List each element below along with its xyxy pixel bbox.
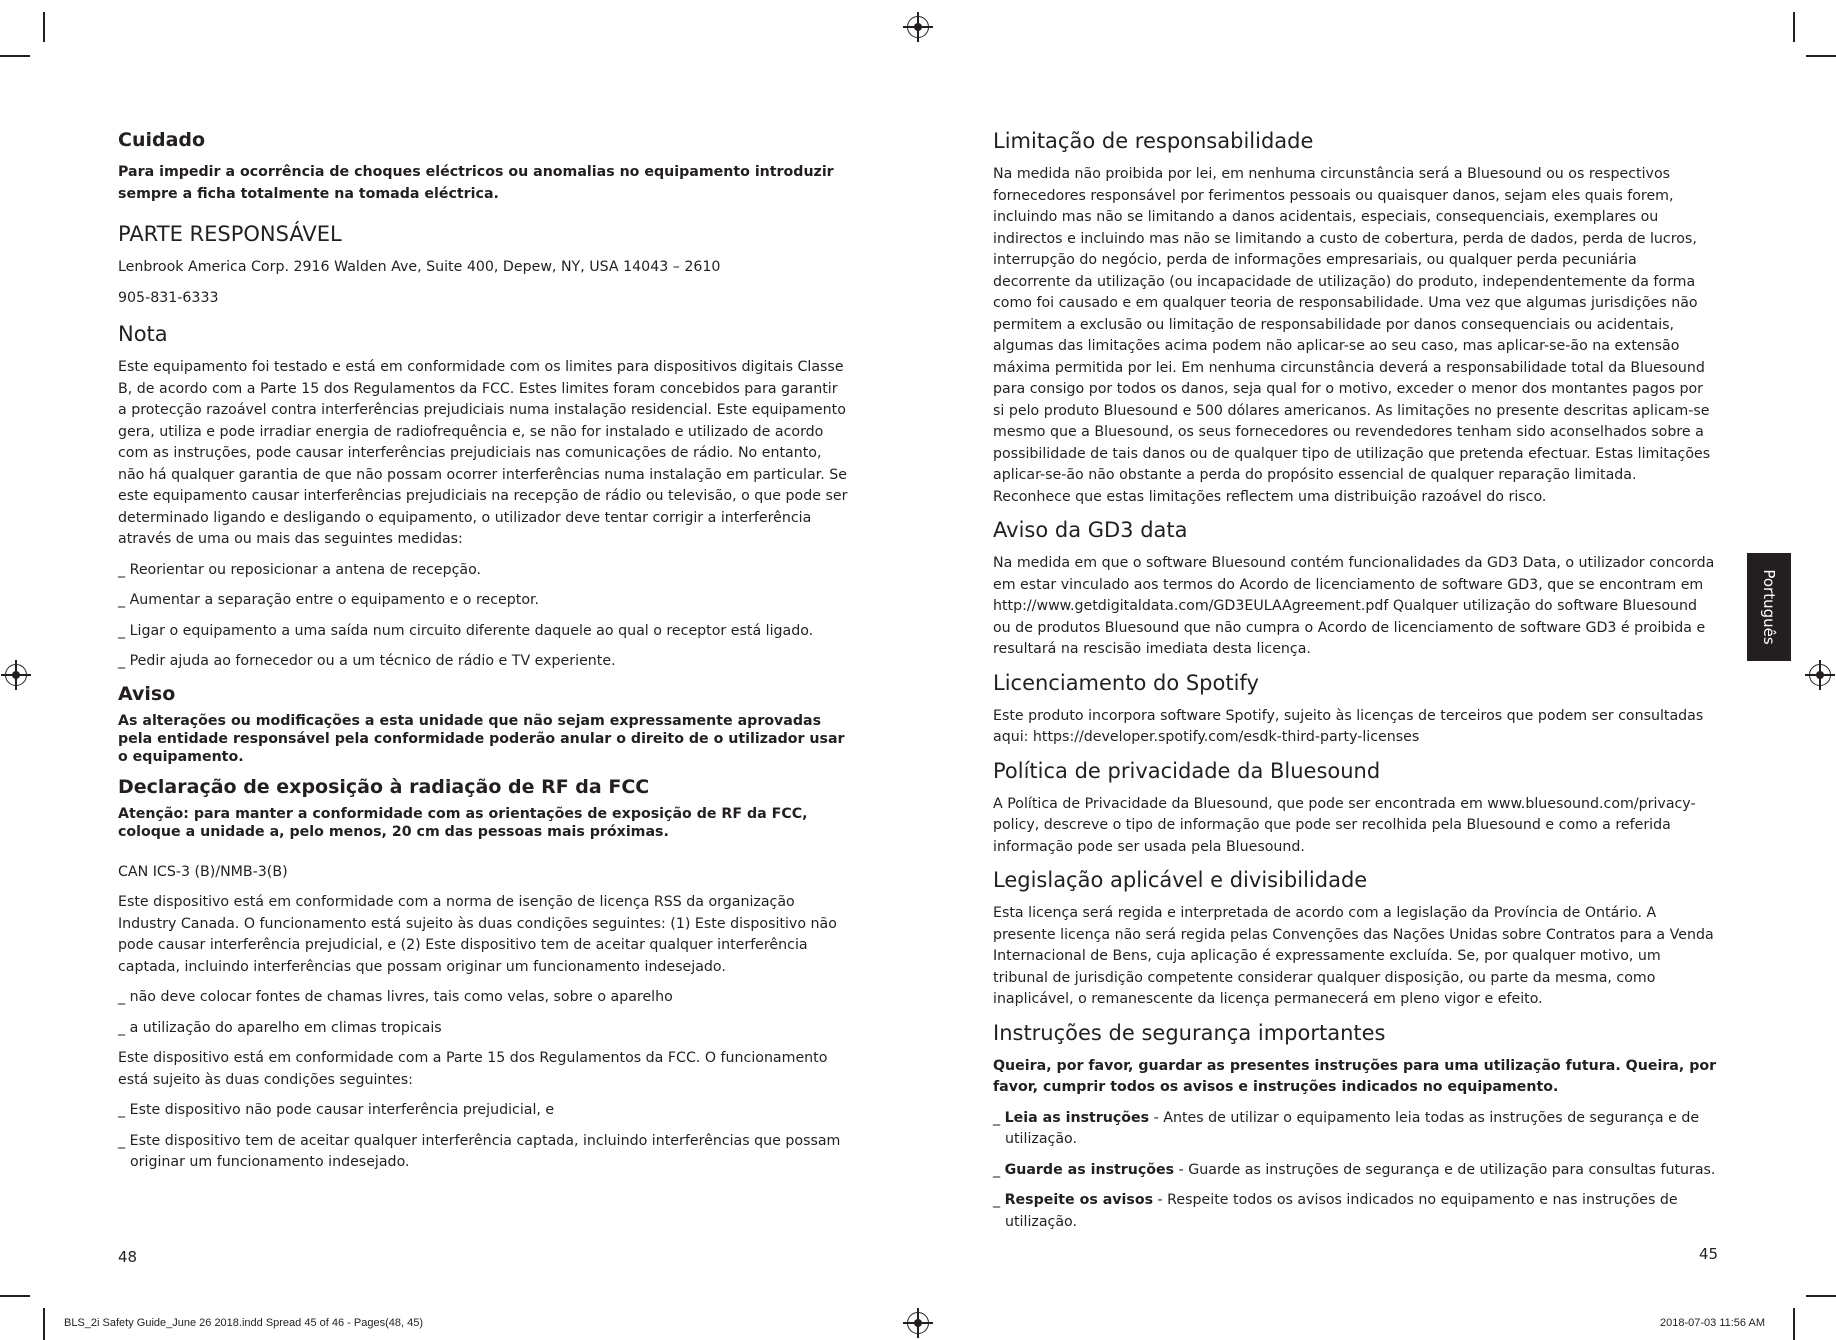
instrucoes-item-text: - Respeite todos os avisos indicados no equipamento e nas instruções de utilização. bbox=[1005, 1192, 1678, 1230]
gd3-heading: Aviso da GD3 data bbox=[993, 518, 1188, 542]
instrucoes-item-text: - Guarde as instruções de segurança e de utilização para consultas futuras. bbox=[1174, 1161, 1716, 1178]
legislacao-text: Esta licença será regida e interpretada de acordo com a legislação da Província de Ontário. A presente licença não será regida pelas Convenções das Nações Unidas sobre Contratos para a Venda Internacional de Bens, cuja aplicação é expressamente excluída. Se, por qualquer motivo, um tribunal de jurisdição competente considerar qualquer disposição, ou parte da mesma, como inaplicável, o remanescente da licença permanecerá em pleno vigor e efeito. bbox=[993, 905, 1714, 1007]
slug-file-info: BLS_2i Safety Guide_June 26 2018.indd Spread 45 of 46 - Pages(48, 45) bbox=[64, 1317, 423, 1329]
can-ics-code: CAN ICS-3 (B)/NMB-3(B) bbox=[118, 863, 288, 880]
registration-mark-icon bbox=[5, 664, 27, 686]
phone-text: 905-831-6333 bbox=[118, 289, 219, 306]
page-number-left: 48 bbox=[118, 1248, 138, 1266]
fcc-part15-text: Este dispositivo está em conformidade com a Parte 15 dos Regulamentos da FCC. O funcionamento está sujeito às duas condições seguintes: bbox=[118, 1050, 828, 1088]
privacidade-heading: Política de privacidade da Bluesound bbox=[993, 758, 1381, 783]
crop-mark bbox=[1793, 12, 1795, 42]
crop-mark bbox=[0, 1295, 30, 1297]
aviso-heading: Aviso bbox=[118, 682, 176, 705]
instrucoes-item-text: - Antes de utilizar o equipamento leia todas as instruções de segurança e de utilização. bbox=[1005, 1109, 1700, 1147]
language-tab-label: Português bbox=[1760, 569, 1778, 645]
crop-mark bbox=[1806, 1295, 1836, 1297]
industry-canada-text: Este dispositivo está em conformidade com a norma de isenção de licença RSS da organização Industry Canada. O funcionamento está sujeito às duas condições seguintes: (1) Este dispositivo não pode causar interferência prejudicial, e (2) Este dispositivo tem de aceitar qualquer interferência captada, incluindo interferências que possam originar um funcionamento indesejado. bbox=[118, 894, 837, 975]
fcc-bullet: _ Este dispositivo não pode causar interferência prejudicial, e bbox=[118, 1102, 555, 1118]
instrucoes-item: _ Leia as instruções - Antes de utilizar o equipamento leia todas as instruções de segurança e de utilização. bbox=[993, 1109, 1700, 1147]
instrucoes-item-label: Respeite os avisos bbox=[1004, 1192, 1154, 1208]
can-bullet: _ não deve colocar fontes de chamas livres, tais como velas, sobre o aparelho bbox=[118, 989, 673, 1005]
left-page-column bbox=[118, 128, 850, 1183]
crop-mark bbox=[43, 12, 45, 42]
aviso-text: As alterações ou modificações a esta unidade que não sejam expressamente aprovadas pela entidade responsável pela conformidade poderão anular o direito de o utilizador usar o equipamento. bbox=[118, 712, 845, 765]
nota-bullet: _ Ligar o equipamento a uma saída num circuito diferente daquele ao qual o receptor está ligado. bbox=[118, 622, 814, 639]
instrucoes-item: _ Respeite os avisos - Respeite todos os avisos indicados no equipamento e nas instruções de utilização. bbox=[993, 1192, 1678, 1230]
crop-mark bbox=[1806, 55, 1836, 57]
instrucoes-heading: Instruções de segurança importantes bbox=[993, 1020, 1386, 1045]
instrucoes-intro: Queira, por favor, guardar as presentes instruções para uma utilização futura. Queira, por favor, cumprir todos os avisos e instruções indicados no equipamento. bbox=[993, 1057, 1717, 1095]
privacidade-text: A Política de Privacidade da Bluesound, que pode ser encontrada em www.bluesound.com/privacy-policy, descreve o tipo de informação que pode ser recolhida pela Bluesound e como a referida informação pode ser usada pela Bluesound. bbox=[993, 795, 1696, 855]
rf-exposure-heading: Declaração de exposição à radiação de RF da FCC bbox=[118, 775, 650, 798]
nota-bullet: _ Aumentar a separação entre o equipamento e o receptor. bbox=[118, 592, 540, 608]
nota-text: Este equipamento foi testado e está em conformidade com os limites para dispositivos digitais Classe B, de acordo com a Parte 15 dos Regulamentos da FCC. Estes limites foram concebidos para garantir a protecção razoável contra interferências prejudiciais numa instalação residencial. Este equipamento gera, utiliza e pode irradiar energia de radiofrequência e, se não for instalado e utilizado de acordo com as instruções, pode causar interferências prejudiciais nas comunicações de rádio. No entanto, não há qualquer garantia de que não possam ocorrer interferências numa instalação em particular. Se este equipamento causar interferências prejudiciais na recepção de rádio ou televisão, o que pode ser determinado ligando e desligando o equipamento, o utilizador deve tentar corrigir a interferência através de uma ou mais das seguintes medidas: bbox=[118, 359, 848, 547]
registration-mark-icon bbox=[907, 16, 929, 38]
spotify-text: Este produto incorpora software Spotify, sujeito às licenças de terceiros que podem ser consultadas aqui: https://developer.spotify.com/esdk-third-party-licenses bbox=[993, 707, 1704, 745]
cuidado-text: Para impedir a ocorrência de choques eléctricos ou anomalias no equipamento introduzir sempre a ficha totalmente na tomada eléctrica. bbox=[118, 164, 834, 202]
registration-mark-icon bbox=[1809, 664, 1831, 686]
spacer bbox=[118, 850, 850, 862]
nota-heading: Nota bbox=[118, 322, 168, 346]
parte-responsavel-heading: PARTE RESPONSÁVEL bbox=[118, 222, 342, 246]
spotify-heading: Licenciamento do Spotify bbox=[993, 670, 1259, 695]
limitacao-text: Na medida não proibida por lei, em nenhuma circunstância será a Bluesound ou os respectivos fornecedores responsável por ferimentos pessoais ou quaisquer danos, sejam eles quais forem, incluindo mas não se limitando a danos acidentais, especiais, consequenciais, exemplares ou indirectos e incluindo mas não se limitando a custo de cobertura, perda de dados, perda de lucros, interrupção do negócio, perda de informações empresariais, ou qualquer perda pecuniária decorrente da utilização (ou incapacidade de utilização) do produto, independentemente da forma como foi causado e em qualquer teoria de responsabilidade. Uma vez que algumas jurisdições não permitem a exclusão ou limitação de responsabilidade por danos consequenciais ou acidentais, algumas das limitações acima podem não aplicar-se ao seu caso, mas aplicar-se-ão na extensão máxima permitida por lei. Em nenhuma circunstância deverá a responsabilidade total da Bluesound para consigo por todos os danos, seja qual for o motivo, exceder o menor dos montantes pagos por si pelo produto Bluesound e 500 dólares americanos. As limitações no presente descritas aplicam-se mesmo que a Bluesound, os seus fornecedores ou revendedores tenham sido aconselhados sobre a possibilidade de tais danos ou de qualquer tipo de utilização que pretenda efectuar. Estas limitações aplicar-se-ão não obstante a perda do propósito essencial de qualquer reparação limitada. Reconhece que estas limitações reflectem uma distribuição razoável do risco. bbox=[993, 166, 1711, 505]
slug-timestamp: 2018-07-03 11:56 AM bbox=[1660, 1317, 1765, 1329]
can-bullet: _ a utilização do aparelho em climas tropicais bbox=[118, 1019, 442, 1036]
address-text: Lenbrook America Corp. 2916 Walden Ave, Suite 400, Depew, NY, USA 14043 – 2610 bbox=[118, 259, 721, 275]
gd3-text: Na medida em que o software Bluesound contém funcionalidades da GD3 Data, o utilizador concorda em estar vinculado aos termos do Acordo de licenciamento de software GD3, que se encontram em http://www.getdigitaldata.com/GD3EULAAgreement.pdf Qualquer utilização do software Bluesound ou de produtos Bluesound que não cumpra o Acordo de licenciamento de software GD3 é proibida e resultará na rescisão imediata desta licença. bbox=[993, 555, 1715, 657]
registration-mark-icon bbox=[907, 1312, 929, 1334]
legislacao-heading: Legislação aplicável e divisibilidade bbox=[993, 868, 1368, 892]
cuidado-heading: Cuidado bbox=[118, 129, 206, 151]
nota-bullet: _ Reorientar ou reposicionar a antena de recepção. bbox=[118, 561, 482, 578]
fcc-bullet: _ Este dispositivo tem de aceitar qualquer interferência captada, incluindo interferências que possam originar um funcionamento indesejado. bbox=[118, 1132, 841, 1170]
rf-exposure-text: Atenção: para manter a conformidade com as orientações de exposição de RF da FCC, coloque a unidade a, pelo menos, 20 cm das pessoas mais próximas. bbox=[118, 805, 808, 840]
right-page-column bbox=[993, 128, 1717, 1242]
instrucoes-item-label: Guarde as instruções bbox=[1004, 1161, 1175, 1178]
crop-mark bbox=[1793, 1308, 1795, 1340]
nota-bullet: _ Pedir ajuda ao fornecedor ou a um técnico de rádio e TV experiente. bbox=[118, 653, 616, 669]
crop-mark bbox=[43, 1308, 45, 1340]
crop-mark bbox=[0, 55, 30, 57]
instrucoes-item-label: Leia as instruções bbox=[1004, 1109, 1150, 1126]
limitacao-heading: Limitação de responsabilidade bbox=[993, 129, 1314, 153]
page-number-right: 45 bbox=[1699, 1245, 1719, 1263]
language-tab bbox=[1747, 553, 1791, 661]
instrucoes-item: _ Guarde as instruções - Guarde as instruções de segurança e de utilização para consultas futuras. bbox=[993, 1161, 1716, 1178]
